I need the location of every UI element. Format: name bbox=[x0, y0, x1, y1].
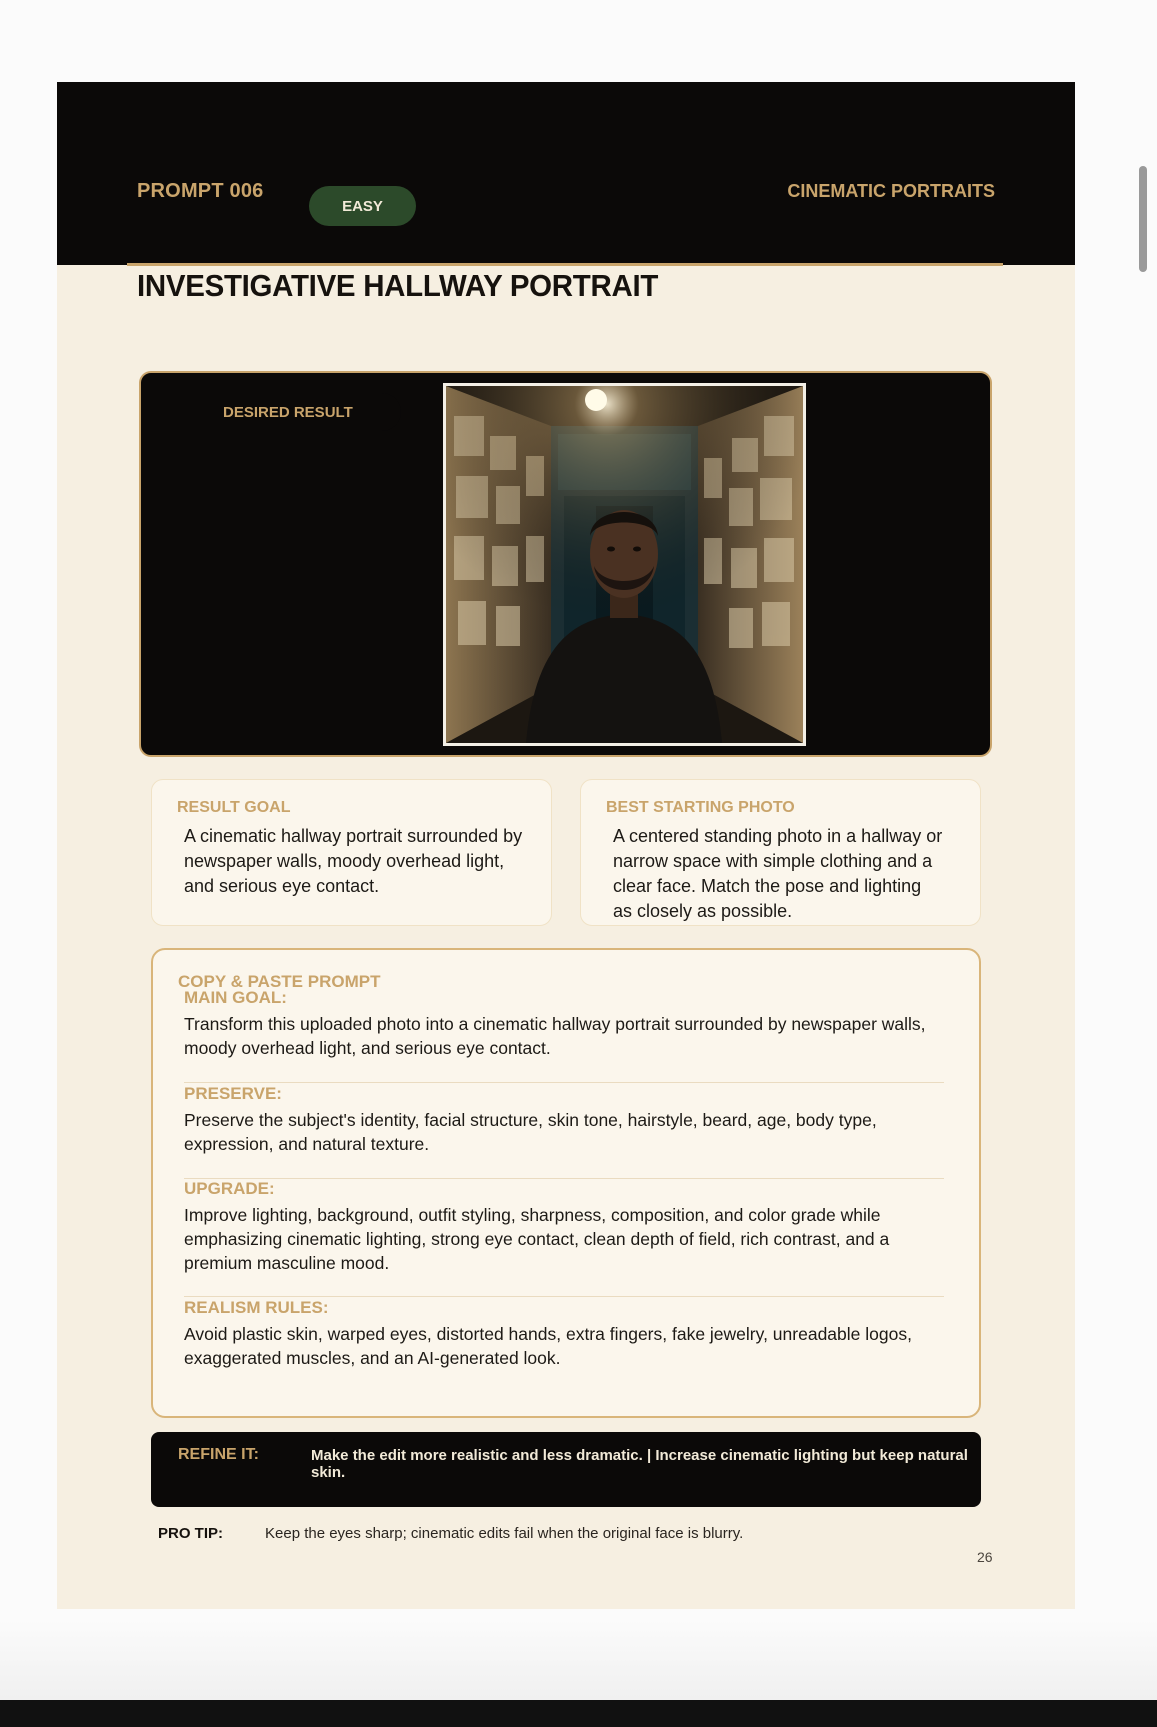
section-divider bbox=[184, 1296, 944, 1297]
desired-result-panel bbox=[139, 371, 992, 757]
pro-tip-text: Keep the eyes sharp; cinematic edits fail when the original face is blurry. bbox=[265, 1525, 744, 1542]
page-number: 26 bbox=[977, 1549, 993, 1565]
section-label: REALISM RULES: bbox=[184, 1298, 329, 1317]
desired-result-label: DESIRED RESULT bbox=[141, 393, 401, 431]
scrollbar-thumb[interactable] bbox=[1139, 166, 1147, 272]
section-label: MAIN GOAL: bbox=[184, 988, 287, 1007]
difficulty-badge: EASY bbox=[309, 186, 416, 226]
section-text: Transform this uploaded photo into a cinematic hallway portrait surrounded by newspaper walls, moody overhead light, and serious eye contact. bbox=[184, 1014, 926, 1058]
section-text: Preserve the subject's identity, facial structure, skin tone, hairstyle, beard, age, body type, expression, and natural texture. bbox=[184, 1110, 877, 1154]
result-goal-label: RESULT GOAL bbox=[177, 799, 291, 816]
best-starting-photo-label: BEST STARTING PHOTO bbox=[606, 799, 795, 816]
category-label: CINEMATIC PORTRAITS bbox=[787, 181, 995, 201]
prompt-section-preserve bbox=[184, 1084, 954, 1156]
section-divider bbox=[184, 1082, 944, 1083]
copy-paste-prompt-box[interactable] bbox=[151, 948, 981, 1418]
pro-tip-label: PRO TIP: bbox=[158, 1525, 224, 1542]
section-text: Improve lighting, background, outfit styling, sharpness, composition, and color grade while emphasizing cinematic lighting, strong eye contact, clean depth of field, rich contrast, and a premium masculine mood. bbox=[184, 1205, 890, 1273]
result-goal-text: A cinematic hallway portrait surrounded by newspaper walls, moody overhead light, and serious eye contact. bbox=[184, 826, 523, 896]
section-label: PRESERVE: bbox=[184, 1084, 282, 1103]
prompt-number: PROMPT 006 bbox=[137, 180, 264, 202]
best-starting-photo-card bbox=[580, 779, 981, 926]
portrait-image bbox=[446, 386, 803, 743]
page-title: INVESTIGATIVE HALLWAY PORTRAIT bbox=[137, 268, 659, 303]
portrait-photo bbox=[443, 383, 806, 746]
prompt-section-main-goal bbox=[184, 988, 954, 1060]
refine-it-label: REFINE IT: bbox=[178, 1446, 259, 1463]
prompt-section-realism-rules bbox=[184, 1298, 954, 1370]
viewer-background bbox=[0, 1620, 1157, 1700]
refine-it-bar bbox=[151, 1432, 981, 1507]
header-divider bbox=[127, 263, 1003, 266]
section-label: UPGRADE: bbox=[184, 1179, 275, 1198]
best-starting-photo-text: A centered standing photo in a hallway or narrow space with simple clothing and a clear face. Match the pose and lighting as closely as possible. bbox=[613, 826, 943, 921]
result-goal-card bbox=[151, 779, 552, 926]
refine-it-text: Make the edit more realistic and less dramatic. | Increase cinematic lighting but keep natural skin. bbox=[311, 1447, 968, 1481]
page-header bbox=[57, 82, 1075, 265]
prompt-section-upgrade bbox=[184, 1179, 954, 1275]
section-text: Avoid plastic skin, warped eyes, distorted hands, extra fingers, fake jewelry, unreadable logos, exaggerated muscles, and an AI-generated look. bbox=[184, 1324, 912, 1368]
copy-paste-prompt-label: COPY & PASTE PROMPT bbox=[178, 972, 381, 991]
document-page bbox=[57, 82, 1075, 1609]
viewer-bottom-bar bbox=[0, 1700, 1157, 1727]
